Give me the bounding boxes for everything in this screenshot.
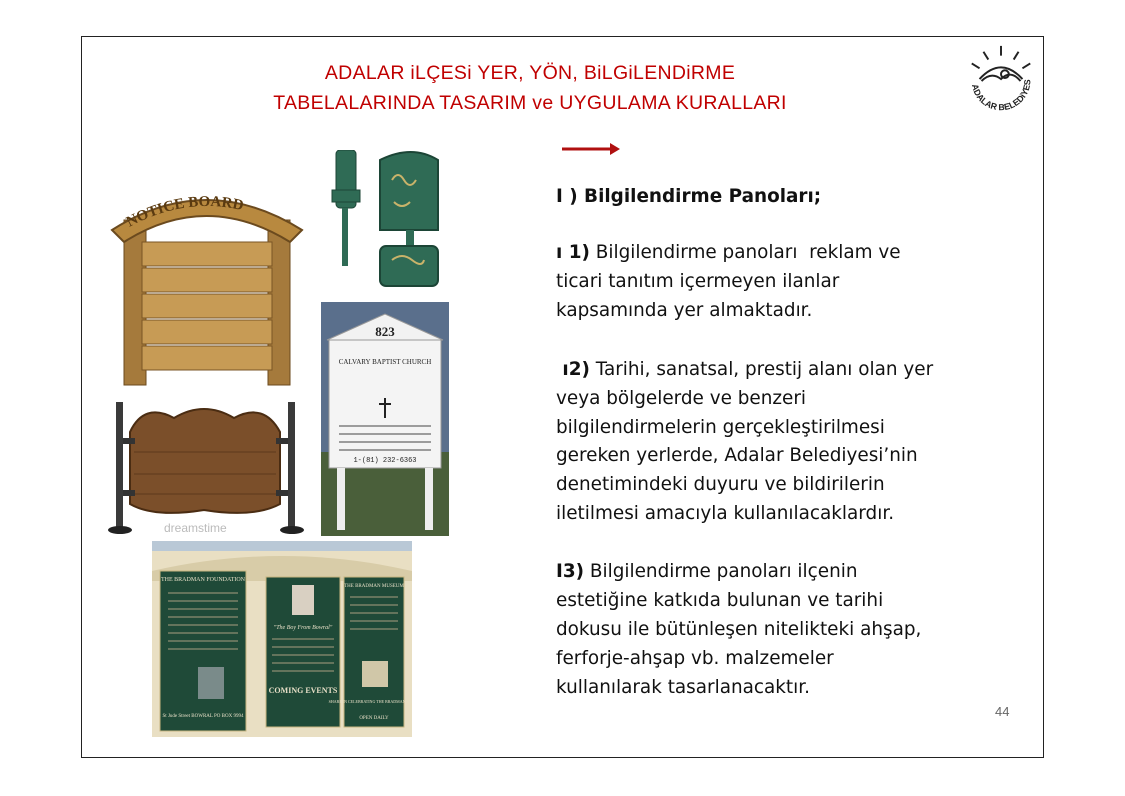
item-1-line-1: Bilgilendirme panoları reklam ve [589,242,901,263]
logo-text: ADALAR BELEDiYES [969,79,1033,113]
bradman-open: OPEN DAILY [359,716,389,721]
bradman-foundation-board-image [152,541,412,737]
item-3-line-1: Bilgilendirme panoları ilçenin [584,561,858,582]
item-2 [556,355,933,384]
watermark-text: dreamstime [164,521,227,535]
item-3-line-5: kullanılarak tasarlanacaktır. [556,677,810,698]
church-name: CALVARY BAPTIST CHURCH [338,358,432,366]
item-3-marker: I3) [556,561,585,582]
item-2-line-4: gereken yerlerde, Adalar Belediyesi’nin [556,445,918,466]
bradman-events: COMING EVENTS [268,686,338,695]
slide-title-line-1: ADALAR iLÇESi YER, YÖN, BiLGiLENDiRME [324,62,736,84]
item-2-line-3: bilgilendirmelerin gerçekleştirilmesi [556,417,885,438]
church-sign-image [321,302,449,536]
adalar-belediyesi-logo [962,42,1040,120]
hanging-wooden-sign-image [104,392,304,538]
bradman-address: St Jude Street BOWRAL PO BOX 9994 [162,714,244,719]
item-2-line-1: Tarihi, sanatsal, prestij alanı olan yer [589,359,934,380]
slide-title-line-2: TABELALARINDA TASARIM ve UYGULAMA KURALLARI [273,92,787,114]
item-1 [556,238,901,267]
notice-board-label: NOTICE BOARD [123,193,245,231]
item-3-line-4: ferforje-ahşap vb. malzemeler [556,648,834,669]
item-2-marker: ı2) [556,359,590,380]
item-1-line-3: kapsamında yer almaktadır. [556,300,813,321]
bradman-left-title: THE BRADMAN FOUNDATION [161,577,245,583]
green-signpost-image [322,150,444,290]
item-2-line-2: veya bölgelerde ve benzeri [556,388,807,409]
item-2-line-5: denetimindeki duyuru ve bildirilerin [556,474,885,495]
page-number: 44 [995,704,1010,719]
item-1-line-2: ticari tanıtım içermeyen ilanlar [556,271,840,292]
wooden-notice-board-image [104,180,309,390]
bradman-share: SHARE IN CELEBRATING THE BRADMAN STORY [328,699,412,704]
church-phone: 1-(81) 232-6363 [353,457,417,465]
church-number: 823 [375,324,395,339]
item-1-marker: ı 1) [556,242,590,263]
item-2-line-6: iletilmesi amacıyla kullanılacaklardır. [556,503,895,524]
section-heading: I ) Bilgilendirme Panoları; [556,186,822,207]
item-3-line-3: dokusu ile bütünleşen nitelikteki ahşap, [556,619,922,640]
item-3-line-2: estetiğine katkıda bulunan ve tarihi [556,590,884,611]
arrow-right-icon [562,140,622,158]
bradman-mid-title: "The Boy From Bowral" [273,625,333,631]
item-3 [556,557,858,586]
bradman-right-title: THE BRADMAN MUSEUM [344,584,404,589]
